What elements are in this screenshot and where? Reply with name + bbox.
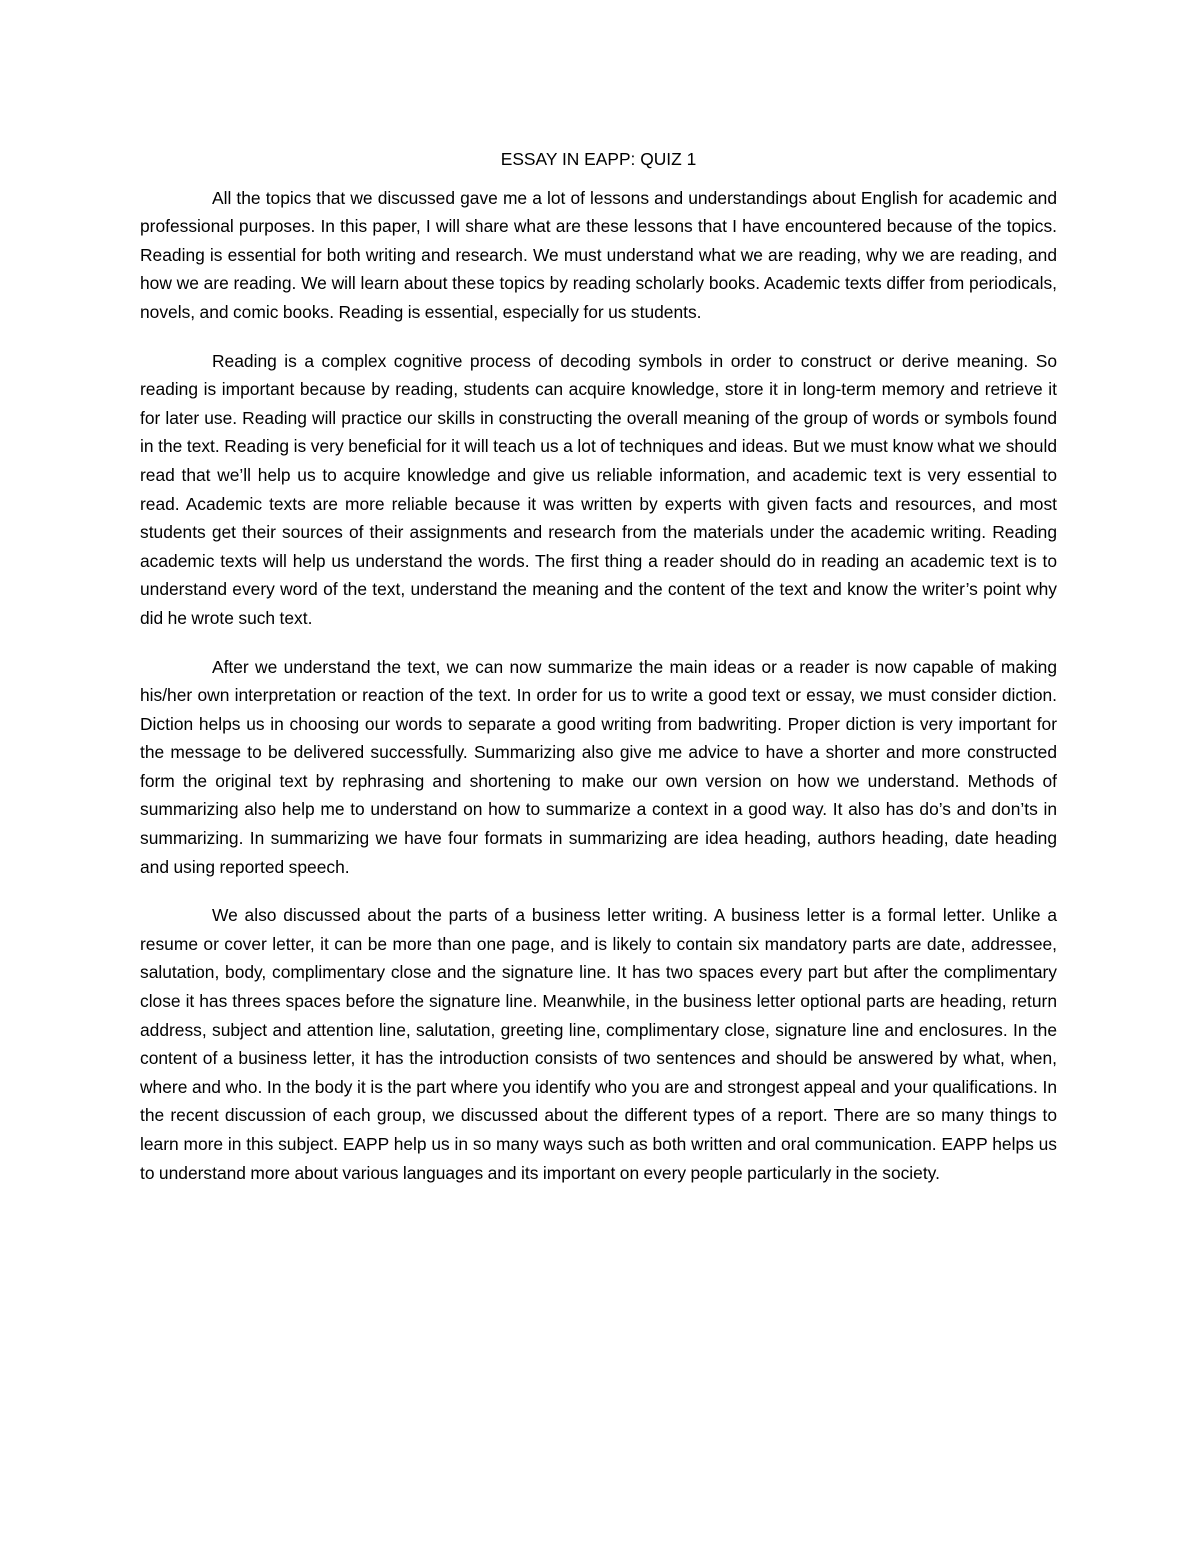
paragraph-3: After we understand the text, we can now summarize the main ideas or a reader is now capable of making his/her own interpretation or reaction of the text. In order for us to write a good text or essay, we must consider diction. Diction helps us in choosing our words to separate a good writing from badwriting. Proper diction is very important for the message to be delivered successfully. Summarizing also give me advice to have a shorter and more constructed form the original text by rephrasing and shortening to make our own version on how we understand. Methods of summarizing also help me to understand on how to summarize a context in a good way. It also has do’s and don’ts in summarizing. In summarizing we have four formats in summarizing are idea heading, authors heading, date heading and using reported speech. (140, 656, 1057, 877)
essay-title: ESSAY IN EAPP: QUIZ 1 (500, 149, 697, 169)
paragraph-1: All the topics that we discussed gave me a lot of lessons and understandings about English for academic and professional purposes. In this paper, I will share what are these lessons that I have encountered because of the topics. Reading is essential for both writing and research. We must understand what we are reading, why we are reading, and how we are reading. We will learn about these topics by reading scholarly books. Academic texts differ from periodicals, novels, and comic books. Reading is essential, especially for us students. (140, 187, 1057, 322)
document-body (140, 145, 1057, 1207)
paragraph-2: Reading is a complex cognitive process of decoding symbols in order to construct or derive meaning. So reading is important because by reading, students can acquire knowledge, store it in long-term memory and retrieve it for later use. Reading will practice our skills in constructing the overall meaning of the group of words or symbols found in the text. Reading is very beneficial for it will teach us a lot of techniques and ideas. But we must know what we should read that we’ll help us to acquire knowledge and give us reliable information, and academic text is very essential to read. Academic texts are more reliable because it was written by experts with given facts and resources, and most students get their sources of their assignments and research from the materials under the academic writing. Reading academic texts will help us understand the words. The first thing a reader should do in reading an academic text is to understand every word of the text, understand the meaning and the content of the text and know the writer’s point why did he wrote such text. (140, 350, 1057, 628)
paragraph-4: We also discussed about the parts of a business letter writing. A business letter is a formal letter. Unlike a resume or cover letter, it can be more than one page, and is likely to contain six mandatory parts are date, addressee, salutation, body, complimentary close and the signature line. It has two spaces every part but after the complimentary close it has threes spaces before the signature line. Meanwhile, in the business letter optional parts are heading, return address, subject and attention line, salutation, greeting line, complimentary close, signature line and enclosures. In the content of a business letter, it has the introduction consists of two sentences and should be answered by what, when, where and who. In the body it is the part where you identify who you are and strongest appeal and your qualifications. In the recent discussion of each group, we discussed about the different types of a report. There are so many things to learn more in this subject. EAPP help us in so many ways such as both written and oral communication. EAPP helps us to understand more about various languages and its important on every people particularly in the society. (140, 905, 1057, 1183)
